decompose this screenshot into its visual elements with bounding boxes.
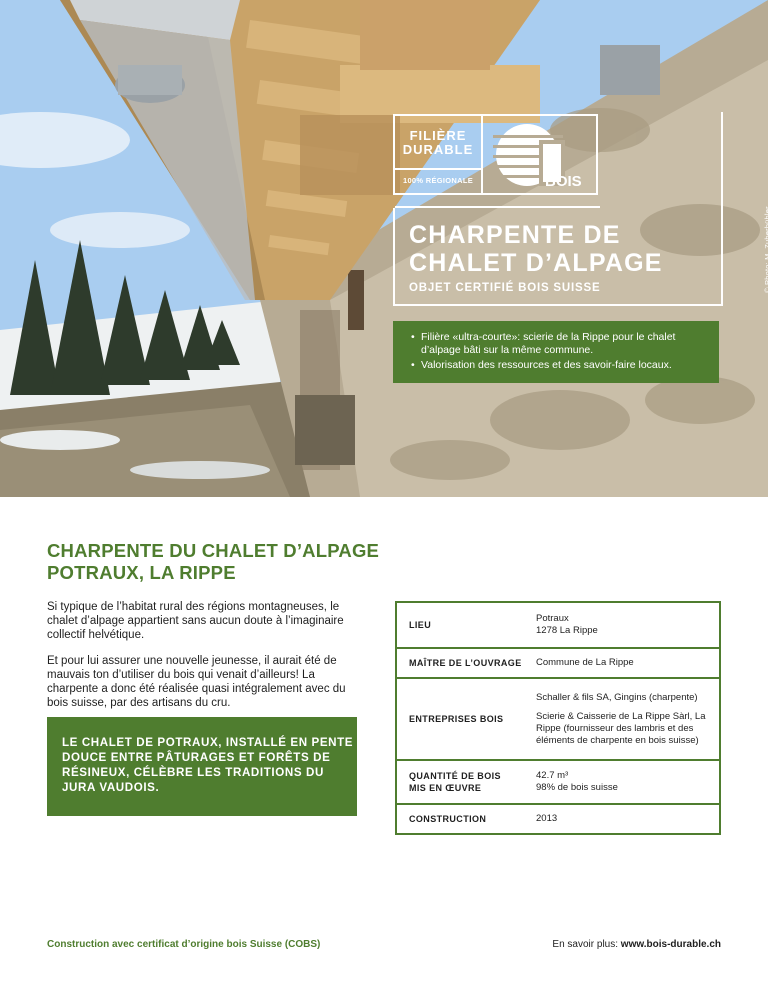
title-box-topline	[395, 206, 600, 208]
facts-value-line: Scierie & Caisserie de La Rippe Sàrl, La Rippe (fournisseur des lambris et des éléments de charpente en bois suisse)	[536, 710, 706, 746]
highlights-list	[411, 331, 707, 372]
facts-value-line: 98% de bois suisse	[536, 782, 618, 793]
facts-value-line: 1278 La Rippe	[536, 625, 598, 636]
facts-value	[536, 602, 720, 648]
facts-value: 2013	[536, 813, 558, 824]
photo-credit-text: © Photo: M. Zuberbühler	[763, 206, 772, 293]
main-title-line1: CHARPENTE DE	[409, 221, 621, 249]
title-box	[393, 208, 723, 306]
facts-value: Commune de La Rippe	[536, 648, 720, 678]
facts-label: LIEU	[396, 602, 536, 648]
facts-label-line: QUANTITÉ DE BOIS	[409, 771, 501, 781]
main-title-line2: CHALET D’ALPAGE	[409, 249, 663, 277]
footer-more-info	[552, 939, 721, 950]
main-subtitle: OBJET CERTIFIÉ BOIS SUISSE	[409, 282, 601, 294]
facts-label	[396, 760, 536, 804]
highlight-item: • Valorisation des ressources et des savoir-faire locaux.	[411, 359, 707, 372]
facts-label: MAÎTRE DE L’OUVRAGE	[396, 648, 536, 678]
footer-certificate-text: Construction avec certificat d’origine bois Suisse (COBS)	[47, 939, 321, 950]
bois-logo-icon	[487, 120, 593, 192]
intro-paragraph: Si typique de l’habitat rural des régions montagneuses, le chalet d’alpage appartient sans aucun doute à l’imaginaire collectif helvétique.	[47, 601, 344, 642]
regional-badge-text: 100% RÉGIONALE	[402, 176, 474, 185]
bois-logo-text: BOIS	[545, 173, 582, 190]
label-divider-horizontal	[395, 168, 481, 170]
table-row	[396, 804, 720, 834]
pull-quote	[47, 717, 357, 816]
main-title	[409, 221, 663, 277]
highlight-item: • Filière «ultra-courte»: scierie de la Rippe pour le chalet d’alpage bâti sur la même commune.	[411, 331, 707, 357]
filiere-title-line2: DURABLE	[402, 142, 474, 157]
table-row	[396, 648, 720, 678]
intro-text	[47, 600, 365, 721]
footer-more-info-prefix: En savoir plus:	[552, 939, 621, 950]
facts-value	[536, 678, 720, 760]
filiere-durable-label	[393, 114, 598, 195]
section-title-line2: POTRAUX, LA RIPPE	[47, 562, 236, 583]
title-box-side-line	[721, 112, 723, 208]
filiere-title-line1: FILIÈRE	[409, 128, 467, 143]
footer-website-link[interactable]: www.bois-durable.ch	[620, 939, 721, 950]
facts-value-line: Schaller & fils SA, Gingins (charpente)	[536, 691, 698, 703]
facts-table	[395, 601, 721, 835]
table-row	[396, 760, 720, 804]
intro-paragraph: Et pour lui assurer une nouvelle jeunesse, il aurait été de mauvais ton d’utiliser du bois qui venait d’ailleurs! La charpente a donc été réalisée quasi intégralement avec du bois suisse, par des artisans du cru.	[47, 654, 346, 710]
facts-label: CONSTRUCTION	[409, 814, 487, 824]
table-row	[396, 602, 720, 648]
filiere-title	[395, 129, 481, 157]
facts-value-line: Potraux	[536, 613, 569, 624]
facts-label-line: MIS EN ŒUVRE	[409, 783, 482, 793]
photo-credit	[752, 205, 772, 295]
section-title	[47, 540, 379, 584]
pull-quote-text: LE CHALET DE POTRAUX, INSTALLÉ EN PENTE DOUCE ENTRE PÂTURAGES ET FORÊTS DE RÉSINEUX, CÉLÈBRE LES TRADITIONS DU JURA VAUDOIS.	[62, 736, 354, 794]
facts-label: ENTREPRISES BOIS	[396, 678, 536, 760]
facts-value-line: 42.7 m³	[536, 770, 569, 781]
label-divider-vertical	[481, 116, 483, 193]
facts-value	[536, 760, 720, 804]
table-row	[396, 678, 720, 760]
highlights-box	[393, 321, 719, 383]
section-title-line1: CHARPENTE DU CHALET D’ALPAGE	[47, 540, 380, 561]
